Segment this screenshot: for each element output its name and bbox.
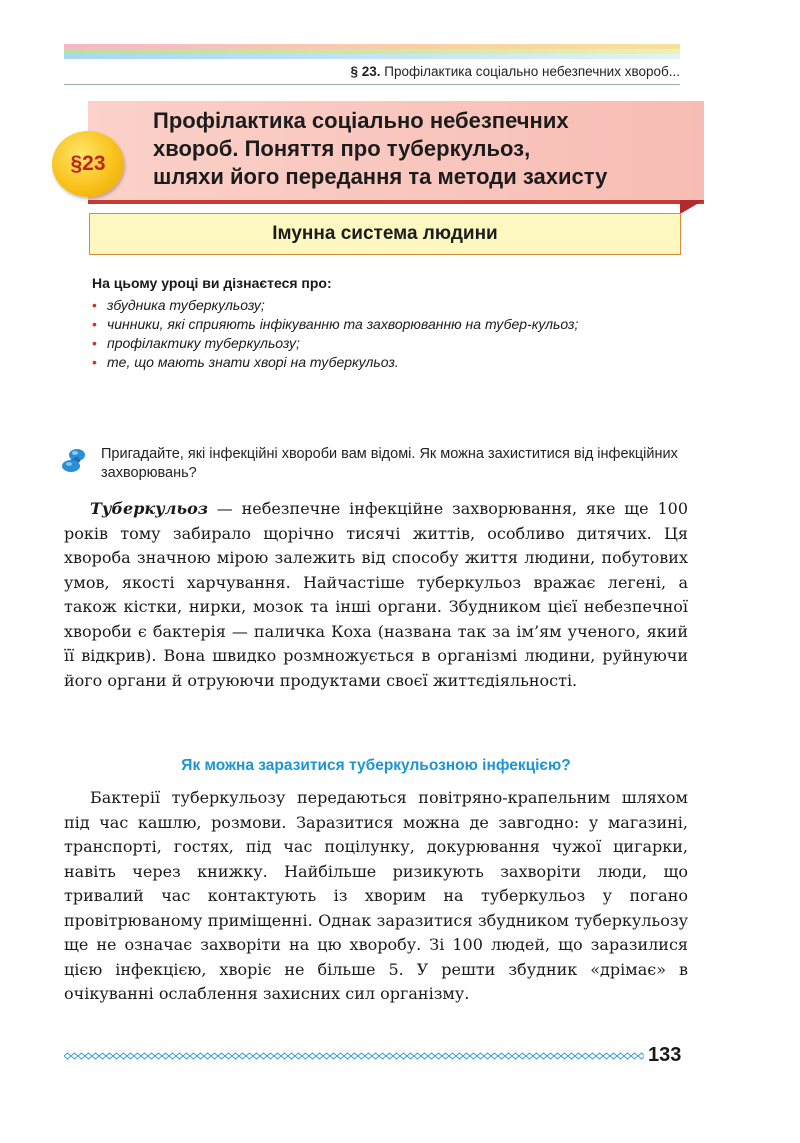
- objective-item: • чинники, які сприяють інфікуванню та захворюванню на тубер-кульоз;: [92, 315, 672, 334]
- running-head-rule: [64, 84, 680, 85]
- running-head-section: § 23.: [350, 64, 381, 79]
- running-head: [351, 64, 681, 79]
- objective-item: • збудника туберкульозу;: [92, 296, 672, 315]
- stripe-blue: [64, 54, 680, 59]
- objectives-heading: На цьому уроці ви дізнаєтеся про:: [92, 275, 332, 291]
- title-banner-underline: [88, 200, 704, 204]
- objective-item: • профілактику туберкульозу;: [92, 334, 672, 353]
- title-line-1: Профілактика соціально небезпечних: [153, 108, 569, 133]
- section-heading: Як можна заразитися туберкульозною інфекцією?: [181, 757, 571, 774]
- title-line-2: хвороб. Поняття про туберкульоз,: [153, 136, 531, 161]
- running-head-title: Профілактика соціально небезпечних хвороб...: [384, 64, 680, 79]
- paragraph-1-text: — небезпечне інфекційне захворювання, яке ще 100 років тому забирало щорічно тисячі життів, особливо дитячих. Ця хвороба значною мірою залежить від способу життя людини, побутових умов, якості харчування. Найчастіше туберкульоз вражає легені, а також кістки, нирки, мозок та інші органи. Збудником цієї небезпечної хвороби є бактерія — паличка Коха (названа так за ім’ям ученого, який її відкрив). Вона швидко розмножується в організмі людини, руйнуючи його органи й отруюючи продуктами своєї життєдіяльності.: [64, 499, 688, 690]
- header-stripes: [64, 44, 680, 59]
- section-badge: §23: [52, 131, 124, 197]
- objectives-list: [92, 296, 672, 372]
- page-title: [153, 107, 693, 191]
- pushpin-icon: [60, 446, 90, 476]
- term-tuberculosis: Туберкульоз: [90, 499, 208, 518]
- subtitle: Імунна система людини: [89, 213, 681, 255]
- page-number: 133: [648, 1044, 682, 1066]
- recall-prompt: Пригадайте, які інфекційні хвороби вам відомі. Як можна захиститися від інфекційних захворювань?: [101, 446, 678, 481]
- footer-diamond-rule: [64, 1052, 644, 1060]
- title-banner-fold: [680, 200, 704, 214]
- objective-item: • те, що мають знати хворі на туберкульоз.: [92, 353, 672, 372]
- title-line-3: шляхи його передання та методи захисту: [153, 164, 608, 189]
- paragraph-tuberculosis: [64, 497, 688, 693]
- paragraph-transmission: Бактерії туберкульозу передаються повітряно-крапельним шляхом під час кашлю, розмови. Заразитися можна де завгодно: у магазині, транспорті, гостях, під час поцілунку, докурювання чужої цигарки, навіть через книжку. Найбільше ризикують захворіти люди, що тривалий час контактують із хворим на туберкульоз у погано провітрюваному приміщенні. Однак заразитися збудником туберкульозу ще не означає захворіти на цю хворобу. Зі 100 людей, що заразилися цією інфекцією, хворіє не більше 5. У решти збудник «дрімає» в очікуванні ослаблення захисних сил організму.: [64, 788, 688, 1003]
